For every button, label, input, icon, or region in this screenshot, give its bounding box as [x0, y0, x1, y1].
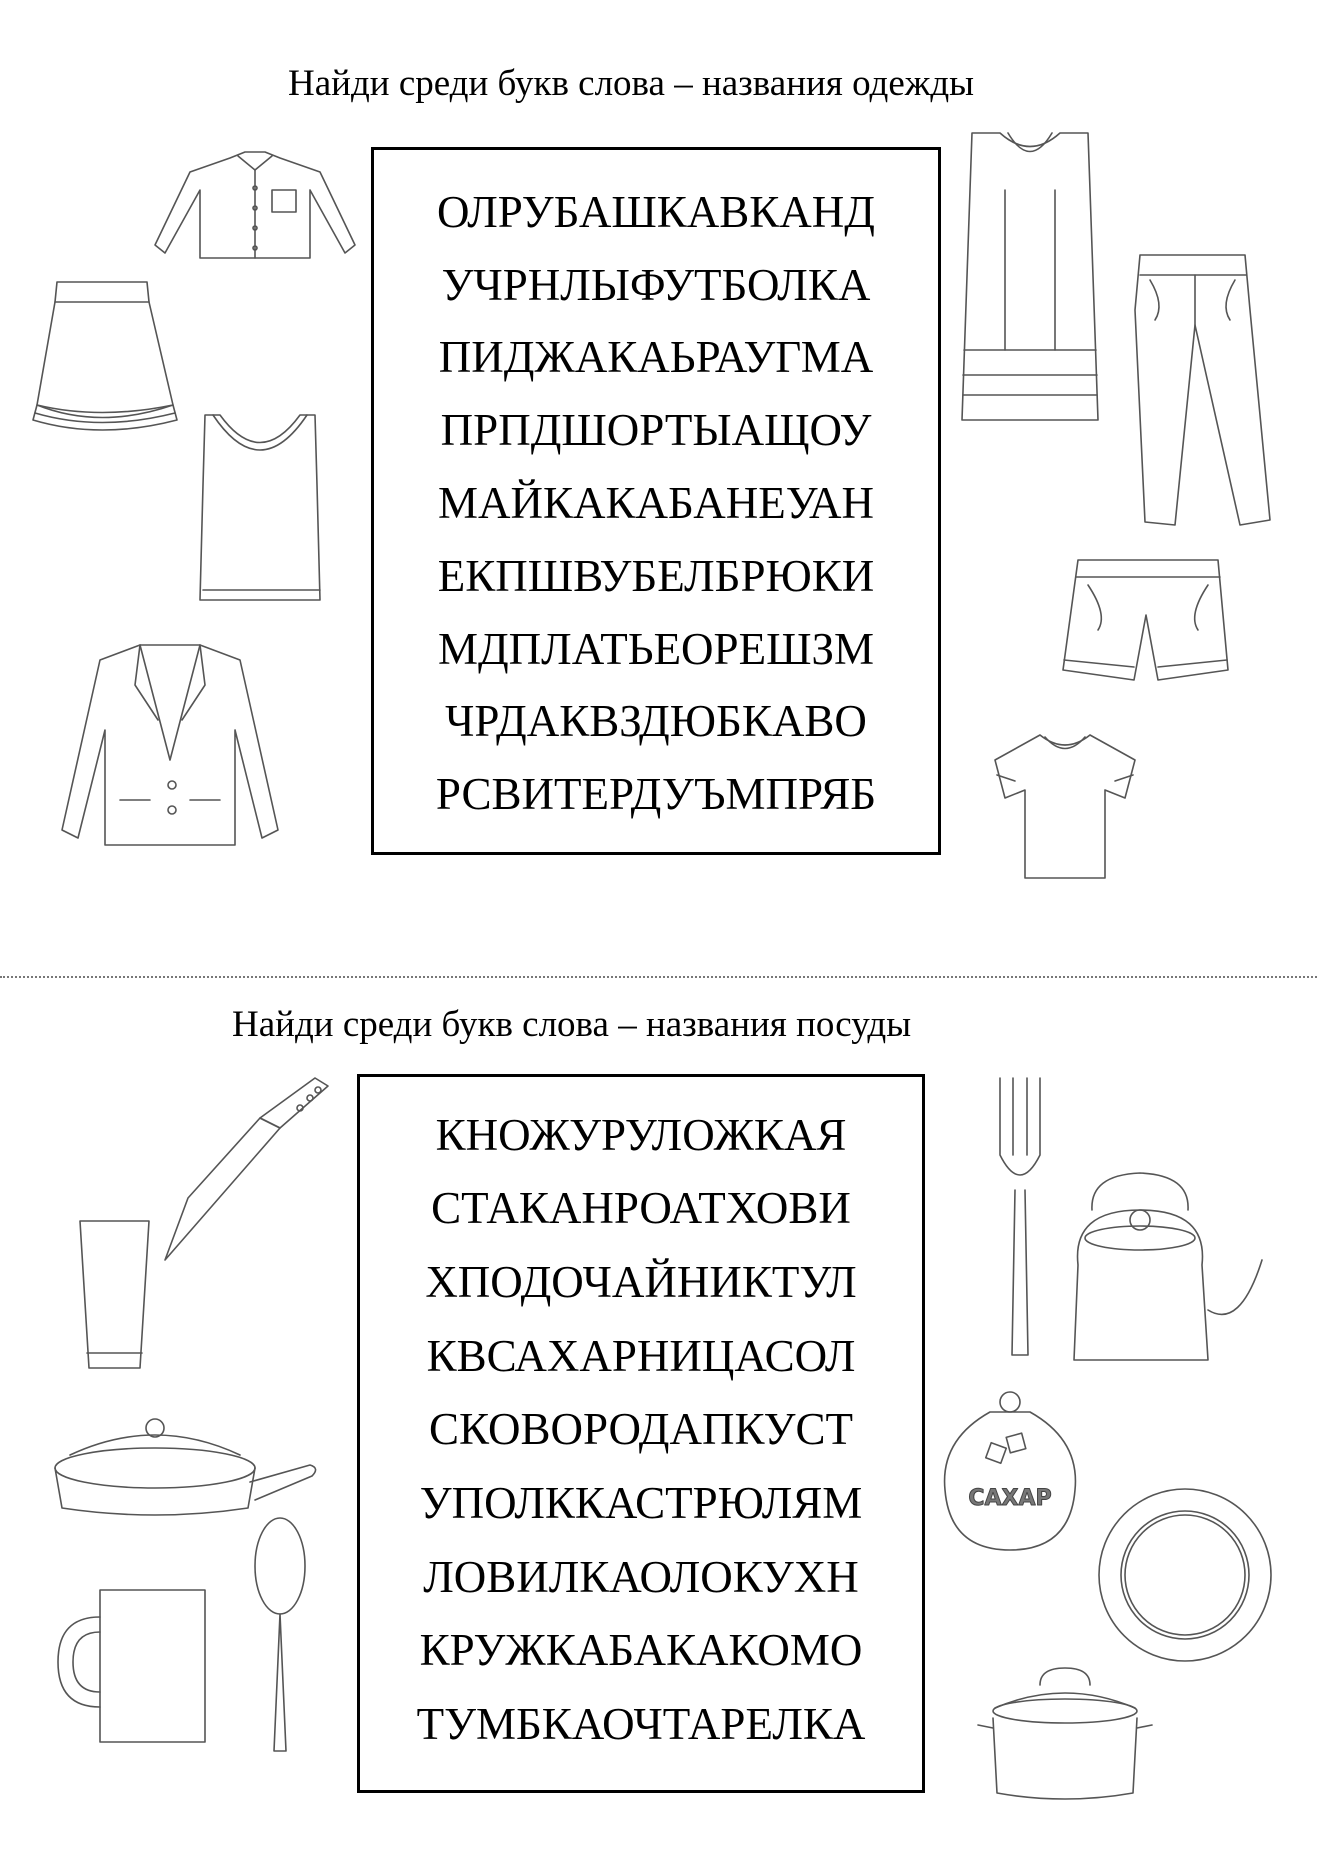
clothing-letter-grid [371, 147, 941, 855]
shirt-icon [150, 150, 360, 260]
grid-row: ПИДЖАКАЬРАУГМА [438, 332, 874, 382]
grid-row: ЛОВИЛКАОЛОКУХН [423, 1552, 859, 1602]
grid-row: КРУЖКАБАКАКОМО [419, 1625, 863, 1675]
grid-row: МДПЛАТЬЕОРЕШЗМ [437, 624, 875, 674]
grid-row: СТАКАНРОАТХОВИ [431, 1183, 851, 1233]
sugar-bowl-label: САХАР [968, 1486, 1052, 1511]
jacket-icon [50, 640, 290, 850]
tank-top-icon [195, 410, 325, 605]
kettle-icon [1070, 1170, 1270, 1365]
grid-row: КВСАХАРНИЦАСОЛ [426, 1331, 856, 1381]
grid-row: КНОЖУРУЛОЖКАЯ [435, 1110, 847, 1160]
frying-pan-icon [50, 1410, 320, 1520]
spoon-icon [250, 1516, 310, 1756]
trousers-icon [1110, 250, 1275, 530]
grid-row: УПОЛККАСТРЮЛЯМ [419, 1478, 863, 1528]
grid-row: МАЙКАКАБАНЕУАН [437, 478, 875, 528]
knife-icon [160, 1078, 335, 1263]
grid-row: ЕКПШВУБЕЛБРЮКИ [437, 551, 875, 601]
clothing-heading: Найди среди букв слова – названия одежды [288, 63, 974, 104]
grid-row: ОЛРУБАШКАВКАНД [437, 187, 875, 237]
grid-row: ЧРДАКВЗДЮБКАВО [445, 696, 867, 746]
grid-row: ПРПДШОРТЫАЩОУ [440, 405, 872, 455]
grid-row: СКОВОРОДАПКУСТ [429, 1404, 853, 1454]
fork-icon [995, 1075, 1045, 1360]
skirt-icon [15, 280, 185, 440]
shorts-icon [1058, 555, 1233, 685]
pot-icon [975, 1663, 1155, 1803]
sugar-bowl-icon [940, 1390, 1080, 1555]
grid-row: УЧРНЛЫФУТБОЛКА [441, 260, 871, 310]
grid-row: ХПОДОЧАЙНИКТУЛ [425, 1257, 857, 1307]
plate-icon [1095, 1485, 1275, 1665]
grid-row: ТУМБКАОЧТАРЕЛКА [416, 1699, 866, 1749]
section-divider [0, 976, 1317, 978]
dress-icon [950, 130, 1110, 425]
glass-icon [77, 1218, 152, 1373]
mug-icon [55, 1587, 210, 1747]
tshirt-icon [990, 730, 1140, 880]
dishes-letter-grid [357, 1074, 925, 1793]
dishes-heading: Найди среди букв слова – названия посуды [232, 1004, 912, 1045]
grid-row: РСВИТЕРДУЪМПРЯБ [435, 769, 877, 819]
